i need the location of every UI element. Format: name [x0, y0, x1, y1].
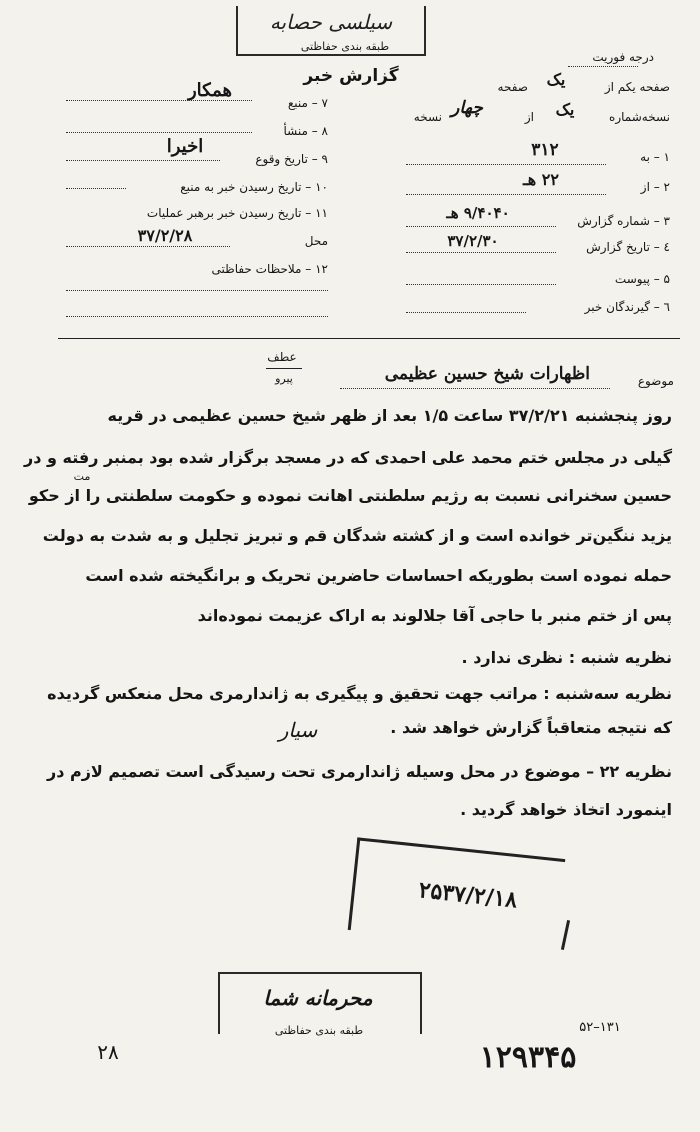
copy-no-mid: از	[524, 110, 534, 124]
page-label: صفحه یکم از	[604, 80, 670, 94]
report-date-label: ٤ – تاریخ گزارش	[586, 240, 670, 254]
body-line-5: حمله نموده است بطوریکه احساسات حاضرین تحریک و برانگیخته شده است	[85, 566, 672, 585]
receipt-date-dots	[66, 188, 126, 189]
copy-no-label: نسخه‌شماره	[609, 110, 670, 124]
subject-dots	[340, 388, 610, 389]
copy-no-value2: چهار	[451, 98, 483, 118]
report-date-dots	[406, 252, 556, 253]
subject-value: اظهارات شیخ حسین عظیمی	[384, 364, 590, 384]
place-label: محل	[304, 234, 328, 248]
body-line-3-insert: مت	[73, 470, 91, 483]
to-dots	[406, 164, 606, 165]
copy-no-suffix: نسخه	[413, 110, 442, 124]
bottom-stamp-handwriting: محرمانه شما	[263, 986, 373, 1010]
to-value: ۳۱۲	[531, 140, 559, 160]
ops-receipt-date-label: ۱۱ – تاریخ رسیدن خبر برهبر عملیات	[146, 206, 328, 220]
classification-label-top: طبقه بندی حفاظتی	[300, 40, 390, 53]
source-value: همکار	[187, 80, 232, 101]
receipt-date-label: ۱۰ – تاریخ رسیدن خبر به منبع	[180, 180, 328, 194]
body-line-2: گیلی در مجلس ختم محمد علی احمدی که در مسجد برگزار شده بود بمنبر رفته و در	[23, 448, 672, 467]
notes-dots-1	[66, 290, 328, 291]
classification-label-bottom: طبقه بندی حفاظتی	[274, 1024, 364, 1037]
from-label: ۲ – از	[640, 180, 670, 194]
body-line-4: یزید ننگین‌تر خوانده است و از کشته شدگان قم و تبریز تجلیل و به شدت به دولت	[42, 526, 672, 545]
report-date-value: ۳۷/۲/۳۰	[447, 232, 499, 250]
event-date-value: اخیرا	[166, 136, 204, 157]
page-suffix: صفحه	[497, 80, 528, 94]
to-label: ۱ – به	[640, 150, 670, 164]
body-line-6: پس از ختم منبر با حاجی آقا جلالوند به اراک عزیمت نموده‌اند	[197, 606, 672, 625]
report-no-value: ۹/۴۰۴۰ هـ	[446, 204, 510, 222]
body-line-1: روز پنجشنبه ۳۷/۲/۲۱ ساعت ۱/۵ بعد از ظهر شیخ حسین عظیمی در قریه	[107, 406, 672, 425]
attachments-label: ۵ – پیوست	[614, 272, 670, 286]
origin-dots	[66, 132, 252, 133]
note-2: نظریه سه‌شنبه : مراتب جهت تحقیق و پیگیری به ژاندارمری محل منعکس گردیده	[47, 684, 672, 703]
place-value: ۳۷/۲/۲۸	[137, 226, 193, 245]
form-code: ۱۳۱–۵۲	[579, 1020, 621, 1035]
atf-piro-divider	[266, 368, 302, 369]
note-1: نظریه شنبه : نظری ندارد .	[461, 648, 672, 667]
date-stamp-tick	[561, 920, 570, 950]
report-no-dots	[406, 226, 556, 227]
event-date-label: ۹ – تاریخ وقوع	[255, 152, 328, 166]
priority-dots	[568, 66, 638, 67]
recipients-label: ٦ – گیرندگان خبر	[584, 300, 670, 314]
atf-label: عطف	[267, 350, 297, 364]
body-line-3: حسین سخنرانی نسبت به رژیم سلطنتی اهانت نموده و حکومت سلطنتی را از حکو	[28, 486, 672, 505]
note-3: نظریه ۲۲ – موضوع در محل وسیله ژاندارمری تحت رسیدگی است تصمیم لازم در	[46, 762, 672, 781]
source-dots	[66, 100, 252, 101]
security-notes-label: ۱۲ – ملاحظات حفاظتی	[211, 262, 328, 276]
page-value: یک	[546, 70, 566, 89]
date-stamp-value: ۲۵۳۷/۲/۱۸	[417, 877, 519, 914]
from-value: ۲۲ هـ	[523, 170, 559, 189]
top-stamp-handwriting: سیلسی حصابه	[269, 10, 393, 34]
header-divider	[58, 338, 680, 339]
recipients-dots	[406, 312, 526, 313]
place-dots	[66, 246, 230, 247]
archive-number: ۱۲۹۳۴۵	[479, 1040, 577, 1075]
source-label: ۷ – منبع	[287, 96, 328, 110]
note-2-signature: سیار	[278, 718, 318, 742]
from-dots	[406, 194, 606, 195]
date-stamp	[348, 837, 566, 951]
origin-label: ۸ – منشأ	[283, 124, 328, 138]
piro-label: پیرو	[275, 372, 293, 385]
note-2-continued: که نتیجه متعاقباً گزارش خواهد شد .	[390, 718, 672, 737]
copy-no-value: یک	[555, 100, 575, 119]
notes-dots-2	[66, 316, 328, 317]
priority-label: درجه فوریت	[592, 50, 654, 64]
page-number: ۲۸	[97, 1040, 119, 1064]
note-3-continued: اینمورد اتخاذ خواهد گردید .	[460, 800, 672, 819]
report-title: گزارش خبر	[303, 66, 399, 86]
subject-label: موضوع	[637, 374, 674, 388]
report-no-label: ۳ – شماره گزارش	[577, 214, 670, 228]
attachments-dots	[406, 284, 556, 285]
event-date-dots	[66, 160, 220, 161]
